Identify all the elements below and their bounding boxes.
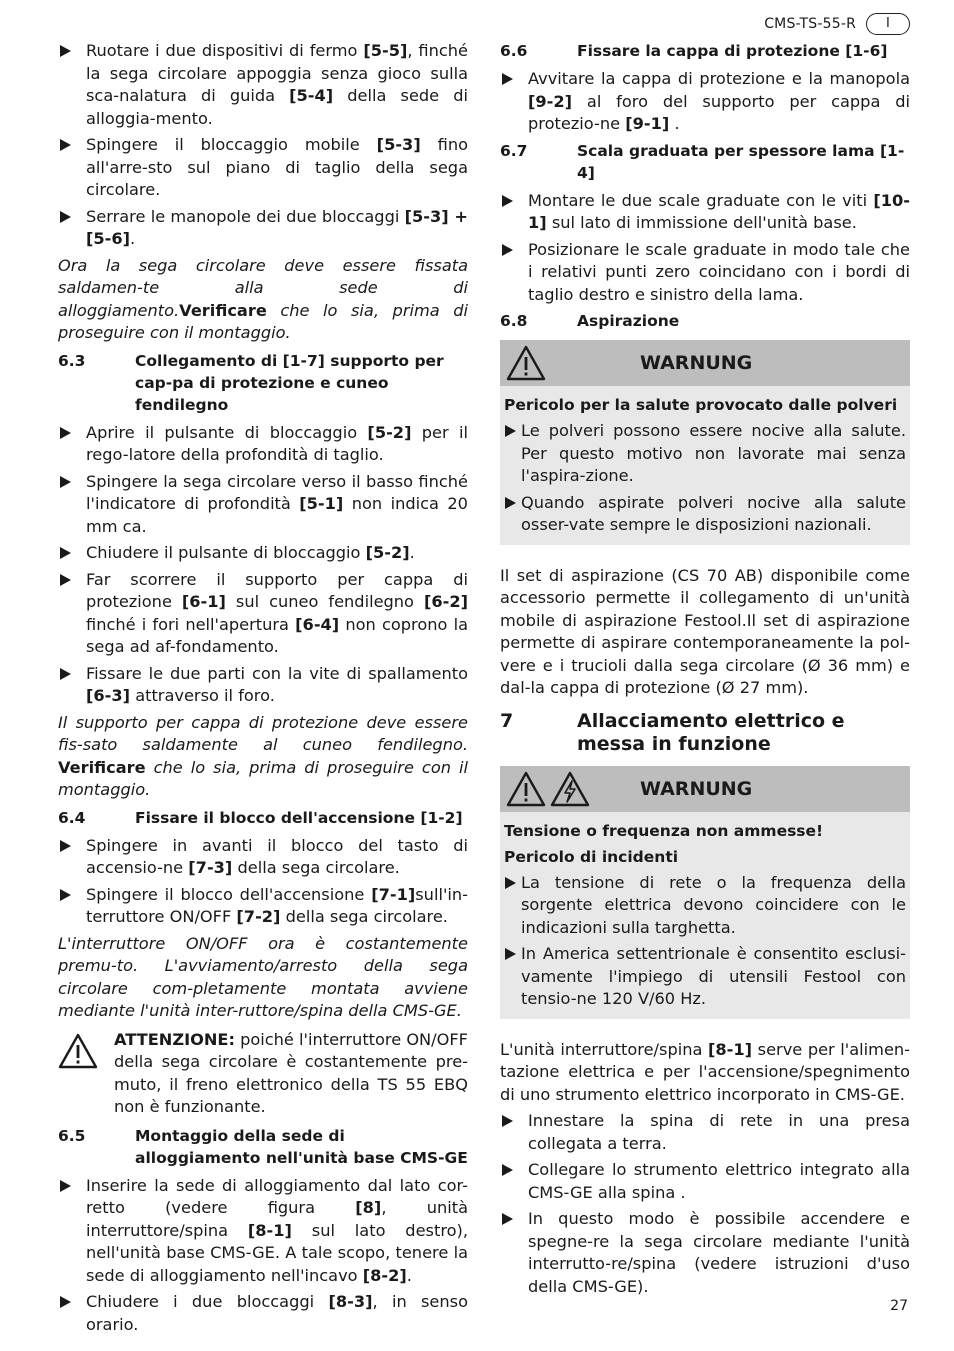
step-text: Chiudere il pulsante di bloccaggio — [86, 543, 366, 562]
note-text: L'interruttore ON/OFF ora è costantemente premu-to. L'avviamento/arresto della sega circolare com-pletamente montata avviene mediante l'unità inter-ruttore/spina della CMS-GE. — [58, 933, 468, 1020]
bullet-step — [500, 239, 910, 307]
step-text: della sega circolare. — [280, 907, 448, 926]
part-ref: [5-3] + [5-6] — [86, 206, 468, 248]
section-title: Collegamento di [1-7] supporto per cap-pa di protezione e cuneo fendilegno — [135, 351, 444, 414]
bullet-icon — [502, 244, 513, 256]
left-column — [58, 40, 468, 1340]
note-part: Ora la sega circolare deve essere fissata saldamen-te alla sede di alloggiamento. — [58, 255, 468, 320]
bullet-icon — [60, 139, 71, 151]
part-ref: [5-2] — [365, 543, 410, 562]
step-text: sul lato destro), nell'unità base CMS-GE. A tale scopo, tenere la sede di alloggiamento nell'incavo — [86, 1220, 468, 1285]
warning-item-text: Quando aspirate polveri nocive alla salute osser-vate sempre le disposizioni nazionali. — [521, 492, 906, 534]
step-text: sull'in-terruttore ON/OFF — [86, 884, 468, 926]
step-text: . — [130, 229, 136, 248]
part-ref: [8-1] — [708, 1039, 753, 1059]
step-text: finché i fori nell'apertura — [86, 614, 296, 634]
step-text: Spingere in avanti il blocco del tasto di accensio-ne — [86, 835, 468, 877]
bullet-step — [58, 471, 468, 539]
step-text: , in senso orario. — [86, 1292, 468, 1334]
step-text: In questo modo è possibile accendere e spegne-re la sega circolare mediante l'unità interrutto-re/spina (vedere istruzioni d'uso della CMS-GE). — [528, 1209, 910, 1296]
bullet-icon — [505, 948, 516, 960]
step-text: Innestare la spina di rete in una presa collegata a terra. — [528, 1111, 910, 1153]
electric-hazard-icon — [550, 771, 590, 814]
step-text: Collegare lo strumento elettrico integrato alla CMS-GE alla spina . — [528, 1160, 910, 1202]
bullet-icon — [502, 1115, 513, 1127]
section-number: 6.7 — [500, 141, 528, 160]
step-text: sul lato di immissione dell'unità base. — [546, 213, 857, 232]
bullet-step — [58, 134, 468, 202]
bullet-icon — [505, 425, 516, 437]
bullet-step — [500, 1110, 910, 1155]
section-number: 6.4 — [58, 808, 86, 827]
step-text: Far scorrere il supporto per cappa di protezione — [86, 569, 468, 611]
warning-item — [500, 488, 910, 537]
note-part: che lo sia, prima di proseguire con il montaggio. — [58, 300, 468, 342]
step-text: della sega circolare. — [232, 858, 400, 877]
step-text: Ruotare i due dispositivi di fermo — [86, 41, 364, 60]
bullet-icon — [60, 1180, 71, 1192]
part-ref: [8-1] — [247, 1220, 292, 1240]
warning-item — [500, 416, 910, 488]
part-ref: [7-1] — [371, 884, 416, 904]
warning-item-text: Le polveri possono essere nocive alla salute. Per questo motivo non lavorate mai senza l'aspira-zione. — [521, 421, 906, 485]
part-ref: [6-4] — [295, 614, 340, 634]
part-ref: [7-3] — [188, 858, 233, 877]
step-text: . — [409, 543, 415, 562]
step-text: Spingere il bloccaggio mobile — [86, 135, 377, 154]
warning-item-text: La tensione di rete o la frequenza della sorgente elettrica devono coincidere con le indicazioni sulla targhetta. — [521, 872, 906, 937]
bullet-icon — [60, 476, 71, 488]
section-title: Fissare la cappa di protezione [1-6] — [577, 42, 888, 60]
bullet-icon — [60, 45, 71, 57]
step-text: non coprono la sega ad af-fondamento. — [86, 614, 468, 656]
bullet-step — [58, 40, 468, 130]
bullet-step — [500, 1159, 910, 1204]
warning-triangle-icon — [58, 1029, 114, 1119]
bullet-icon — [60, 889, 71, 901]
section-6-3-heading — [58, 350, 468, 416]
bullet-icon — [60, 1296, 71, 1308]
warning-title: WARNUNG — [640, 777, 753, 800]
step-text: Montare le due scale graduate con le viti — [528, 190, 874, 210]
step-text: Avvitare la cappa di protezione e la manopola — [528, 69, 910, 88]
section-6-8-heading — [500, 310, 910, 332]
step-text: Serrare le manopole dei due bloccaggi — [86, 206, 405, 226]
step-text: , finché la sega circolare appoggia senza gioco sulla sca-nalatura di guida — [86, 41, 468, 105]
warning-box-dust — [500, 340, 910, 545]
section-title: Allacciamento elettrico e messa in funzione — [577, 709, 845, 755]
step-text: Spingere la sega circolare verso il basso finché l'indicatore di profondità — [86, 471, 468, 513]
page-header — [764, 13, 910, 35]
bullet-icon — [505, 497, 516, 509]
caution-label: ATTENZIONE: — [114, 1029, 235, 1049]
bullet-icon — [60, 547, 71, 559]
warning-subtitle: Pericolo di incidenti — [504, 847, 679, 866]
warning-subtitle: Pericolo per la salute provocato dalle polveri — [504, 396, 898, 414]
section-title: Aspirazione — [577, 312, 680, 330]
warning-item — [500, 868, 910, 940]
step-text: sul cuneo fendilegno — [225, 592, 424, 611]
part-ref: [7-2] — [236, 907, 281, 926]
caution-text — [114, 1029, 468, 1119]
bullet-icon — [502, 1164, 513, 1176]
section-number: 6.3 — [58, 351, 86, 370]
step-text: Inserire la sede di alloggiamento dal lato cor-retto (vedere figura — [86, 1175, 468, 1217]
extraction-paragraph: Il set di aspirazione (CS 70 AB) disponibile come accessorio permette il collegamento di un'unità mobile di aspirazione Festool.Il set di aspirazione permette di aspirare contemporaneamente la pol-vere e i trucioli dalla sega circolare (Ø 36 mm) e dal-la cappa di protezione (Ø 27 mm). — [500, 565, 910, 697]
bullet-icon — [60, 668, 71, 680]
caution-body: poiché l'interruttore ON/OFF della sega circolare è costantemente pre-muto, il freno elettronico della TS 55 EBQ non è funzionante. — [114, 1029, 468, 1116]
step-text: . — [406, 1265, 412, 1285]
part-ref: [8-3] — [328, 1292, 373, 1311]
part-ref: [6-3] — [86, 686, 131, 705]
step-text: non indica 20 mm ca. — [86, 494, 468, 536]
section-number: 7 — [500, 709, 514, 732]
section-6-4-heading — [58, 807, 468, 829]
step-text: Aprire il pulsante di bloccaggio — [86, 422, 368, 442]
paragraph-text: serve per l'alimen-tazione elettrica e per l'accensione/spegnimento di uno strumento elettrico incorporato in CMS-GE. — [500, 1039, 910, 1104]
bullet-step — [58, 835, 468, 880]
caution-block — [58, 1029, 468, 1119]
bullet-step — [58, 542, 468, 565]
bullet-icon — [60, 427, 71, 439]
paragraph-text: L'unità interruttore/spina — [500, 1039, 708, 1059]
part-ref: [5-2] — [367, 422, 412, 442]
part-ref: [8] — [355, 1198, 382, 1217]
section-title: Fissare il blocco dell'accensione [1-2] — [135, 808, 463, 827]
bullet-icon — [502, 73, 513, 85]
step-text: per il rego-latore della profondità di taglio. — [86, 422, 468, 464]
bullet-step — [58, 663, 468, 708]
note-text — [58, 712, 468, 802]
section-6-6-heading — [500, 40, 910, 62]
bullet-step — [58, 1175, 468, 1288]
warning-box-electric — [500, 766, 910, 1019]
warning-header — [500, 766, 910, 812]
step-text: Fissare le due parti con la vite di spallamento — [86, 663, 468, 683]
section-number: 6.5 — [58, 1126, 86, 1145]
bullet-step — [500, 190, 910, 235]
step-text: Posizionare le scale graduate in modo tale che i relativi punti zero coincidano con i bordi di taglio destro e sinistro della lama. — [528, 239, 910, 304]
note-part: Il supporto per cappa di protezione deve essere fis-sato saldamente al cuneo fendilegno. — [58, 712, 468, 754]
step-text: Chiudere i due bloccaggi — [86, 1292, 329, 1311]
step-text: . — [669, 114, 680, 133]
section-7-heading — [500, 710, 910, 756]
part-ref: [8-2] — [362, 1265, 407, 1285]
bullet-step — [500, 1208, 910, 1298]
warning-triangle-icon — [506, 345, 546, 388]
model-code: CMS-TS-55-R — [764, 16, 856, 32]
step-text: attraverso il foro. — [130, 686, 275, 705]
bullet-icon — [60, 211, 71, 223]
section-number: 6.8 — [500, 312, 528, 330]
right-column — [500, 40, 910, 1302]
page-number: 27 — [890, 1298, 908, 1314]
note-emphasis: Verificare — [179, 300, 267, 320]
bullet-icon — [502, 1213, 513, 1225]
bullet-icon — [60, 574, 71, 586]
bullet-icon — [505, 877, 516, 889]
bullet-step — [58, 884, 468, 929]
part-ref: [10-1] — [528, 190, 910, 232]
bullet-icon — [502, 195, 513, 207]
step-text: Spingere il blocco dell'accensione — [86, 884, 372, 904]
step-text: , unità interruttore/spina — [86, 1198, 468, 1240]
bullet-step — [58, 569, 468, 659]
part-ref: [9-1] — [625, 114, 670, 133]
warning-title: WARNUNG — [640, 352, 753, 374]
step-text: fino all'arre-sto sul piano di taglio della sega circolare. — [86, 135, 468, 199]
bullet-step — [58, 1291, 468, 1336]
switch-unit-paragraph — [500, 1039, 910, 1107]
section-6-5-heading — [58, 1125, 468, 1169]
warning-subtitle: Tensione o frequenza non ammesse! — [504, 821, 824, 840]
note-text — [58, 255, 468, 345]
bullet-step — [500, 68, 910, 136]
warning-triangle-icon — [506, 771, 546, 814]
part-ref: [5-3] — [376, 135, 421, 154]
section-number: 6.6 — [500, 42, 528, 60]
part-ref: [5-4] — [289, 86, 334, 105]
bullet-step — [58, 422, 468, 467]
section-6-7-heading — [500, 140, 910, 184]
bullet-icon — [60, 840, 71, 852]
part-ref: [9-2] — [528, 91, 573, 111]
section-title: Montaggio della sede di alloggiamento nell'unità base CMS-GE — [135, 1126, 468, 1167]
step-text: della sede di alloggia-mento. — [86, 86, 468, 128]
section-title: Scala graduata per spessore lama [1-4] — [577, 141, 905, 182]
step-text: al foro del supporto per cappa di protezio-ne — [528, 91, 910, 133]
part-ref: [5-5] — [363, 41, 408, 60]
note-emphasis: Verificare — [58, 757, 146, 777]
warning-header — [500, 340, 910, 386]
language-badge: I — [866, 13, 910, 35]
part-ref: [6-1] — [181, 592, 226, 611]
part-ref: [5-1] — [299, 494, 344, 513]
bullet-step — [58, 206, 468, 251]
warning-item-text: In America settentrionale è consentito esclusi-vamente l'impiego di utensili Festool con tensio-ne 120 V/60 Hz. — [521, 944, 906, 1008]
warning-item — [500, 939, 910, 1011]
part-ref: [6-2] — [423, 592, 468, 611]
note-part: che lo sia, prima di proseguire con il montaggio. — [58, 757, 468, 799]
